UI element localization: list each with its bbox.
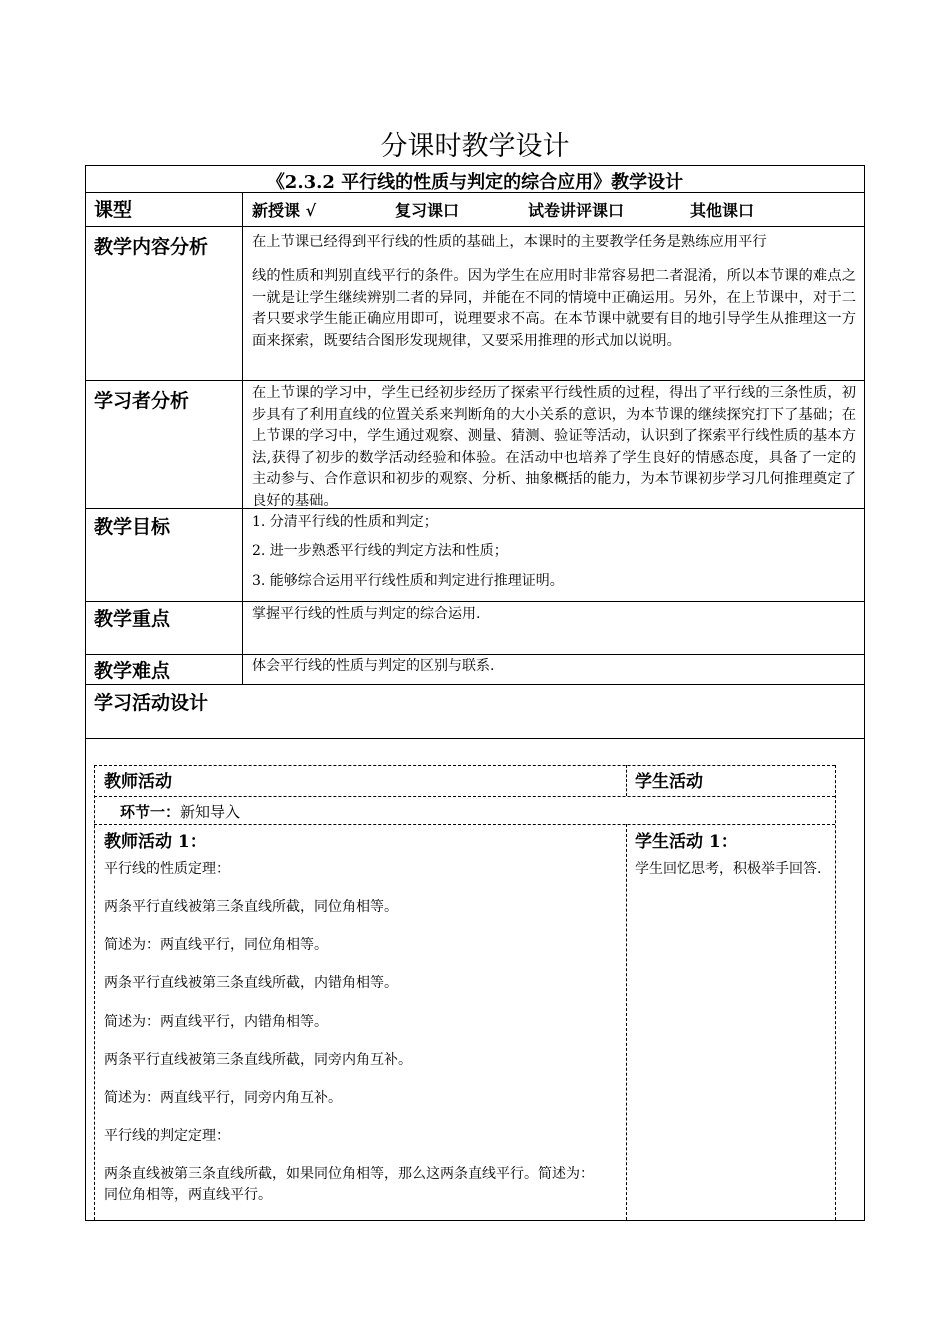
- student-activity-title: 学生活动 1：: [635, 832, 738, 852]
- objective-item: 3. 能够综合运用平行线性质和判定进行推理证明。: [252, 573, 564, 589]
- teacher-line: 平行线的性质定理：: [104, 861, 230, 877]
- content-analysis-label: 教学内容分析: [94, 236, 209, 258]
- difficulties-label: 教学难点: [94, 660, 171, 682]
- section-label: 环节一：: [120, 803, 181, 821]
- teacher-line: 简述为：两直线平行，内错角相等。: [104, 1014, 328, 1030]
- row-divider: [85, 380, 865, 381]
- learner-analysis-text: 在上节课的学习中，学生已经初步经历了探索平行线性质的过程，得出了平行线的三条性质，初步具有了利用直线的位置关系来判断角的大小关系的意识，为本节课的继续探究打下了基础；在上节课的学习中，学生通过观察、测量、猜测、验证等活动，认识到了探索平行线性质的基本方法,获得了初步的数学活动经验和体验。在活动中也培养了学生良好的情感态度，具备了一定的主动参与、合作意识和初步的观察、分析、抽象概括的能力，为本节课初步学习几何推理奠定了良好的基础。: [252, 385, 856, 509]
- teacher-activity-header: 教师活动: [104, 772, 172, 792]
- activity-table-border: [626, 824, 627, 1220]
- content-analysis-first-line: 在上节课已经得到平行线的性质的基础上，本课时的主要教学任务是熟练应用平行: [252, 234, 767, 250]
- column-divider: [242, 192, 243, 684]
- activity-table-border: [94, 765, 835, 766]
- teacher-line: 两条平行直线被第三条直线所截，内错角相等。: [104, 975, 398, 991]
- teacher-line: 两条平行直线被第三条直线所截，同旁内角互补。: [104, 1052, 412, 1068]
- lesson-subtitle: 《2.3.2 平行线的性质与判定的综合应用》教学设计: [266, 172, 684, 193]
- course-type-option-review: 复习课口: [395, 201, 460, 220]
- row-divider: [85, 654, 865, 655]
- activity-table-border: [94, 824, 835, 825]
- activity-table-border: [94, 796, 835, 797]
- key-points-label: 教学重点: [94, 608, 171, 630]
- objective-item: 2. 进一步熟悉平行线的判定方法和性质；: [252, 543, 508, 559]
- teacher-activity-title: 教师活动 1：: [104, 832, 207, 852]
- learner-analysis-label: 学习者分析: [94, 390, 190, 412]
- activity-table-border: [94, 765, 95, 1220]
- course-type-option-exam-review: 试卷讲评课口: [528, 201, 625, 220]
- difficulties-text: 体会平行线的性质与判定的区别与联系.: [252, 658, 495, 674]
- content-analysis-text: 线的性质和判别直线平行的条件。因为学生在应用时非常容易把二者混淆，所以本节课的难点之一就是让学生继续辨别二者的异同，并能在不同的情境中正确运用。另外，在上节课中，对于二者只要求学生能正确应用即可，说理要求不高。在本节课中就要有目的地引导学生从推理这一方面来探索，既要结合图形发现规律，又要采用推理的形式加以说明。: [252, 268, 856, 349]
- student-activity-header: 学生活动: [635, 772, 703, 792]
- row-divider: [85, 601, 865, 602]
- teacher-line: 两条直线被第三条直线所截，如果同位角相等，那么这两条直线平行。简述为：同位角相等，两直线平行。: [104, 1166, 594, 1203]
- activity-table-border: [626, 765, 627, 796]
- teacher-line: 简述为：两直线平行，同位角相等。: [104, 937, 328, 953]
- page-title: 分课时教学设计: [380, 131, 570, 162]
- course-type-option-new: 新授课 √: [252, 201, 317, 220]
- activity-table-border: [94, 1220, 835, 1221]
- student-activity-text: 学生回忆思考，积极举手回答.: [635, 861, 822, 877]
- teacher-line: 简述为：两直线平行，同旁内角互补。: [104, 1090, 342, 1106]
- row-divider: [85, 738, 865, 739]
- teacher-line: 两条平行直线被第三条直线所截，同位角相等。: [104, 899, 398, 915]
- section-row: [120, 801, 240, 822]
- row-divider: [85, 226, 865, 227]
- objective-item: 1. 分清平行线的性质和判定；: [252, 514, 438, 530]
- course-type-option-other: 其他课口: [690, 201, 755, 220]
- activity-table-border: [835, 765, 836, 1220]
- course-type-label: 课型: [94, 199, 133, 221]
- section-text: 新知导入: [180, 803, 241, 821]
- activity-design-label: 学习活动设计: [94, 692, 209, 714]
- row-divider: [85, 684, 865, 685]
- objectives-label: 教学目标: [94, 516, 171, 538]
- key-points-text: 掌握平行线的性质与判定的综合运用.: [252, 606, 481, 622]
- teacher-line: 平行线的判定定理：: [104, 1128, 230, 1144]
